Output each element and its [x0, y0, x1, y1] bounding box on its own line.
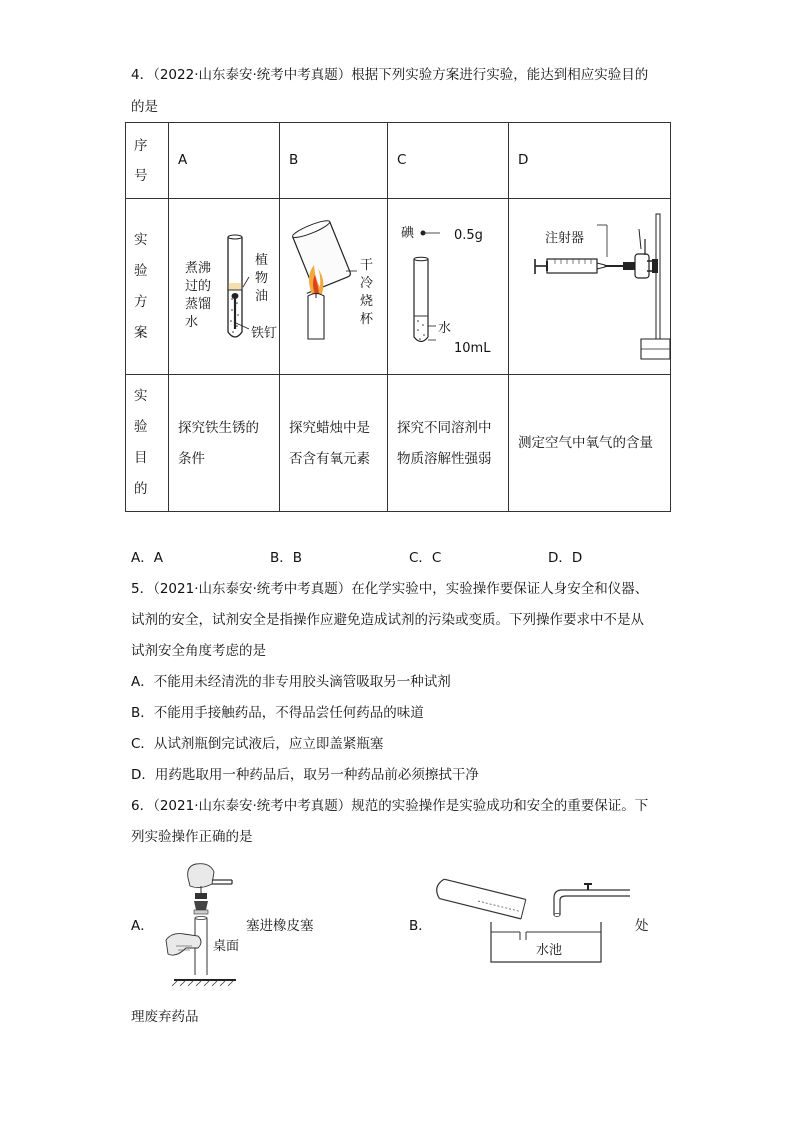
label-water-volume: 10mL [454, 341, 491, 356]
label-boiled-water: 蒸馏 [185, 297, 212, 312]
goal-c-cell [388, 375, 509, 512]
q4-option-a[interactable]: A．A [131, 550, 163, 566]
col-header-a [169, 123, 280, 199]
q6-option-a-letter[interactable]: A． [131, 918, 154, 934]
header-char: 号 [134, 168, 148, 184]
row-header-goal [126, 375, 169, 512]
q6-option-b-letter[interactable]: B． [409, 918, 432, 934]
label-boiled-water: 煮沸 [185, 261, 212, 276]
q5-option-d[interactable]: D．用药匙取用一种药品后，取另一种药品前必须擦拭干净 [131, 767, 479, 783]
plan-b-cell [280, 199, 388, 375]
header-char: 的 [134, 481, 148, 497]
q4-stem-line2: 的是 [131, 99, 158, 115]
label-vegetable-oil: 植 [255, 253, 269, 268]
label-sink: 水池 [536, 943, 563, 958]
row-header-seq [126, 123, 169, 199]
goal-text: 否含有氧元素 [289, 451, 370, 467]
q4-option-c[interactable]: C．C [409, 550, 442, 566]
label-desk: 桌面 [213, 939, 240, 954]
label-dry-cold-beaker: 杯 [360, 312, 374, 327]
goal-text: 探究铁生锈的 [178, 420, 259, 436]
q6-option-a-caption: 塞进橡皮塞 [246, 918, 314, 934]
goal-text: 探究蜡烛中是 [289, 420, 370, 436]
col-header-d [509, 123, 671, 199]
q4-option-d[interactable]: D．D [548, 550, 583, 566]
col-label: C [397, 152, 407, 168]
header-char: 验 [134, 263, 148, 279]
goal-text: 物质溶解性强弱 [397, 451, 492, 467]
label-vegetable-oil: 物 [255, 271, 269, 286]
goal-text: 测定空气中氧气的含量 [518, 435, 653, 451]
plan-a-cell [169, 199, 280, 375]
col-header-b [280, 123, 388, 199]
header-char: 序 [134, 138, 148, 154]
q5-stem-line: 试剂的安全，试剂安全是指操作应避免造成试剂的污染或变质。下列操作要求中不是从 [131, 612, 644, 628]
col-label: D [518, 152, 529, 168]
header-char: 方 [134, 294, 148, 310]
row-header-plan [126, 199, 169, 375]
q5-stem-line: 试剂安全角度考虑的是 [131, 643, 266, 659]
col-label: B [289, 152, 299, 168]
header-char: 实 [134, 388, 148, 404]
header-char: 案 [134, 325, 148, 341]
q5-option-b[interactable]: B．不能用手接触药品，不得品尝任何药品的味道 [131, 705, 424, 721]
label-syringe: 注射器 [545, 231, 585, 246]
q6-option-b-caption-tail: 处 [635, 918, 649, 934]
goal-a-cell [169, 375, 280, 512]
header-char: 验 [134, 419, 148, 435]
q5-option-a[interactable]: A．不能用未经清洗的非专用胶头滴管吸取另一种试剂 [131, 674, 451, 690]
header-char: 目 [134, 450, 148, 466]
label-dry-cold-beaker: 干 [360, 258, 374, 273]
label-dry-cold-beaker: 冷 [360, 276, 374, 291]
q6-stem-line: 6．（2021·山东泰安·统考中考真题）规范的实验操作是实验成功和安全的重要保证。下 [131, 798, 649, 814]
q6-option-b-caption-wrap: 理废弃药品 [131, 1009, 199, 1025]
label-vegetable-oil: 油 [255, 289, 269, 304]
goal-d-cell [509, 375, 671, 512]
q4-option-b[interactable]: B．B [270, 550, 303, 566]
label-iodine-mass: 0.5g [454, 228, 483, 243]
syringe-apparatus-diagram [509, 199, 670, 374]
q4-stem-line1: 4．（2022·山东泰安·统考中考真题）根据下列实验方案进行实验，能达到相应实验目的 [131, 67, 649, 83]
col-header-c [388, 123, 509, 199]
col-label: A [178, 152, 188, 168]
experiment-table [125, 122, 671, 512]
plan-d-cell [509, 199, 671, 375]
rusting-test-tube-diagram [169, 199, 279, 374]
label-boiled-water: 水 [185, 315, 199, 330]
label-water: 水 [438, 321, 452, 336]
label-iron-nail: 铁钉 [251, 326, 278, 341]
label-boiled-water: 过的 [185, 279, 212, 294]
iodine-dissolve-diagram [388, 199, 508, 374]
candle-beaker-diagram [280, 199, 387, 374]
label-dry-cold-beaker: 烧 [360, 294, 374, 309]
header-char: 实 [134, 232, 148, 248]
q6-stem-line: 列实验操作正确的是 [131, 829, 253, 845]
goal-text: 探究不同溶剂中 [397, 420, 492, 436]
label-iodine: 碘 [401, 226, 415, 241]
q5-option-c[interactable]: C．从试剂瓶倒完试液后，应立即盖紧瓶塞 [131, 736, 384, 752]
plan-c-cell [388, 199, 509, 375]
goal-b-cell [280, 375, 388, 512]
q5-stem-line: 5．（2021·山东泰安·统考中考真题）在化学实验中，实验操作要保证人身安全和仪器、 [131, 581, 649, 597]
goal-text: 条件 [178, 451, 205, 467]
